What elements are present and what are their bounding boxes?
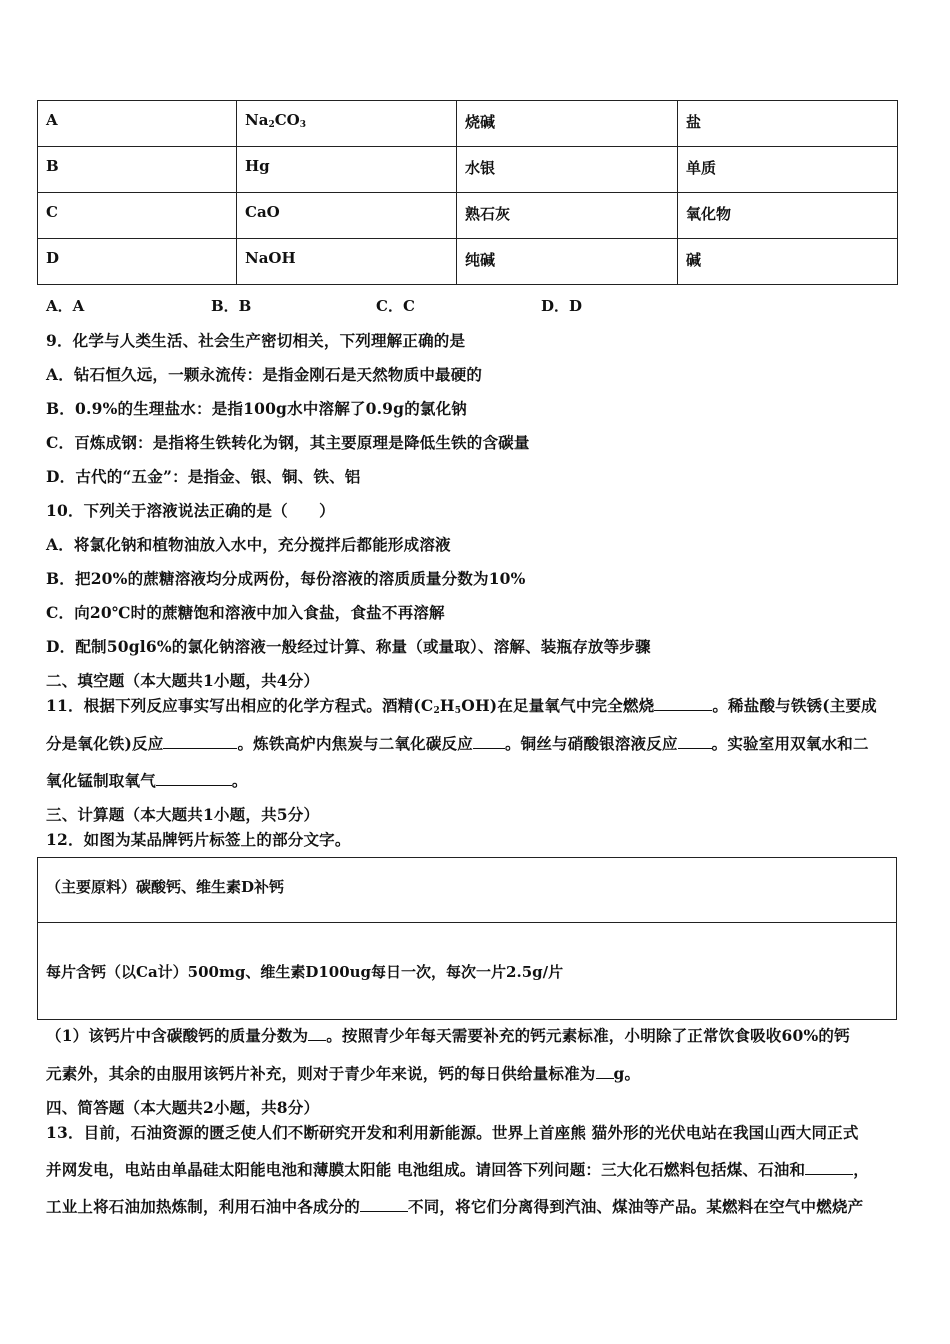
answer-blank[interactable]	[308, 1026, 326, 1041]
row-category: 单质	[678, 147, 898, 193]
row-name: 纯碱	[457, 239, 678, 285]
answer-blank[interactable]	[156, 771, 232, 786]
section-3-heading: 三、计算题（本大题共1小题，共5分）	[46, 805, 320, 824]
table-row	[38, 858, 897, 923]
q13-line-3: 工业上将石油加热炼制，利用石油中各成分的 不同，将它们分离得到汽油、煤油等产品。某燃料在空气中燃烧产	[46, 1197, 864, 1216]
q10-option-d: D．配制50gl6%的氯化钠溶液一般经过计算、称量（或量取）、溶解、装瓶存放等步骤	[46, 637, 651, 656]
q13-line-1: 13．目前，石油资源的匮乏使人们不断研究开发和利用新能源。世界上首座熊 猫外形的光伏电站在我国山西大同正式	[46, 1123, 859, 1142]
label-dosage: 每片含钙（以Ca计）500mg、维生素D100ug每日一次，每次一片2.5g/片	[38, 923, 897, 1020]
answer-blank[interactable]	[473, 734, 505, 749]
q9-option-b: B．0.9%的生理盐水：是指100g水中溶解了0.9g的氯化钠	[46, 399, 467, 418]
classification-table	[37, 100, 898, 285]
section-2-heading: 二、填空题（本大题共1小题，共4分）	[46, 671, 320, 690]
row-category: 氧化物	[678, 193, 898, 239]
q10-option-c: C．向20℃时的蔗糖饱和溶液中加入食盐，食盐不再溶解	[46, 603, 445, 622]
row-formula: $Na_2CO_3$	[237, 101, 457, 147]
q11-line-3: 氧化锰制取氧气 。	[46, 771, 248, 790]
row-letter: B	[38, 147, 237, 193]
q9-stem: 9．化学与人类生活、社会生产密切相关，下列理解正确的是	[46, 331, 466, 350]
row-name: 熟石灰	[457, 193, 678, 239]
table-row	[38, 193, 898, 239]
choice-d: D．D	[541, 297, 583, 315]
row-letter: A	[38, 101, 237, 147]
q12-part-1-line-1: （1）该钙片中含碳酸钙的质量分数为 。按照青少年每天需要补充的钙元素标准，小明除了正常饮食吸收60%的钙	[46, 1026, 850, 1045]
q9-option-c: C．百炼成钢：是指将生铁转化为钢，其主要原理是降低生铁的含碳量	[46, 433, 530, 452]
answer-blank[interactable]	[805, 1160, 853, 1175]
row-category: 盐	[678, 101, 898, 147]
row-formula: CaO	[237, 193, 457, 239]
answer-blank[interactable]	[596, 1064, 614, 1079]
row-formula: Hg	[237, 147, 457, 193]
q9-option-a: A．钻石恒久远，一颗永流传：是指金刚石是天然物质中最硬的	[46, 365, 483, 384]
row-letter: C	[38, 193, 237, 239]
answer-blank[interactable]	[360, 1197, 408, 1212]
choice-a: A．A	[46, 297, 85, 315]
table-row	[38, 923, 897, 1020]
choice-b: B．B	[211, 297, 252, 315]
calcium-label-table	[37, 857, 897, 1020]
answer-blank[interactable]	[678, 734, 712, 749]
answer-blank[interactable]	[654, 696, 712, 711]
q10-option-a: A．将氯化钠和植物油放入水中，充分搅拌后都能形成溶液	[46, 535, 451, 554]
q13-line-2: 并网发电，电站由单晶硅太阳能电池和薄膜太阳能 电池组成。请回答下列问题：三大化石燃料包括煤、石油和 ，	[46, 1160, 869, 1179]
q9-option-d: D．古代的“五金”：是指金、银、铜、铁、铝	[46, 467, 361, 486]
label-ingredients: （主要原料）碳酸钙、维生素D补钙	[38, 858, 897, 923]
q12-part-1-line-2: 元素外，其余的由服用该钙片补充，则对于青少年来说，钙的每日供给量标准为 g。	[46, 1064, 641, 1083]
row-name: 烧碱	[457, 101, 678, 147]
table-row	[38, 239, 898, 285]
choice-c: C．C	[376, 297, 415, 315]
q11-line-2: 分是氧化铁)反应 。炼铁高炉内焦炭与二氧化碳反应 。铜丝与硝酸银溶液反应 。实验室用双氧水和二	[46, 734, 869, 753]
answer-blank[interactable]	[163, 734, 237, 749]
q10-stem: 10．下列关于溶液说法正确的是（ ）	[46, 501, 335, 520]
q11-line-1: 11．根据下列反应事实写出相应的化学方程式。酒精$(C_2H_5OH)$在足量氧气中完全燃烧 。稀盐酸与铁锈(主要成	[46, 696, 877, 716]
row-category: 碱	[678, 239, 898, 285]
table-row	[38, 101, 898, 147]
row-letter: D	[38, 239, 237, 285]
row-name: 水银	[457, 147, 678, 193]
section-4-heading: 四、简答题（本大题共2小题，共8分）	[46, 1098, 320, 1117]
answer-choices	[46, 295, 746, 317]
q12-stem: 12．如图为某品牌钙片标签上的部分文字。	[46, 830, 351, 849]
row-formula: NaOH	[237, 239, 457, 285]
table-row	[38, 147, 898, 193]
q10-option-b: B．把20%的蔗糖溶液均分成两份，每份溶液的溶质质量分数为10%	[46, 569, 526, 588]
